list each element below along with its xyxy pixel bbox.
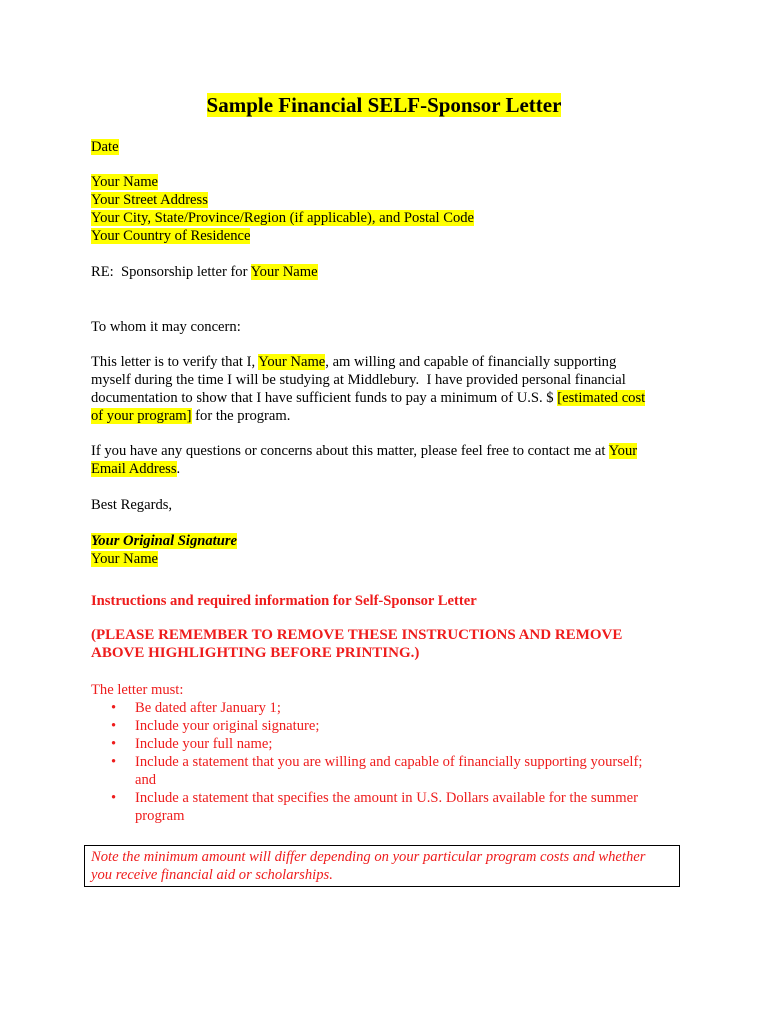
- address-line: Your City, State/Province/Region (if applicable), and Postal Code: [91, 210, 475, 226]
- address-line: Your Street Address: [91, 192, 208, 208]
- sender-address-block: [91, 173, 691, 245]
- subject-name: Your Name: [250, 264, 318, 280]
- list-item: • Include a statement that specifies the amount in U.S. Dollars available for the summer program: [111, 790, 638, 824]
- body-paragraph-1: This letter is to verify that I, Your Name, am willing and capable of financially supporting myself during the time I will be studying at Middlebury. I have provided personal financial documentation to show that I have sufficient funds to pay a minimum of U.S. $ [estimated cost of your program] for the program.: [91, 354, 646, 424]
- document-title: [0, 92, 768, 118]
- signature: Your Original Signature: [91, 533, 237, 549]
- list-item: • Include a statement that you are willing and capable of financially supporting yourself; and: [111, 754, 643, 788]
- title-text: Sample Financial SELF-Sponsor Letter: [206, 93, 562, 117]
- body-paragraph-2: If you have any questions or concerns about this matter, please feel free to contact me at Your Email Address.: [91, 443, 638, 477]
- instructions-heading: Instructions and required information for Self-Sponsor Letter: [91, 593, 477, 609]
- salutation: To whom it may concern:: [91, 319, 241, 335]
- bullet-icon: •: [111, 736, 117, 752]
- bullet-icon: •: [111, 718, 117, 734]
- requirements-intro: The letter must:: [91, 682, 184, 698]
- bullet-icon: •: [111, 754, 117, 770]
- list-item: • Include your original signature;: [111, 718, 320, 734]
- subject-line: RE: Sponsorship letter for Your Name: [91, 264, 318, 280]
- date-line: Date: [91, 139, 119, 155]
- signer-name: Your Name: [91, 551, 159, 567]
- closing: Best Regards,: [91, 497, 173, 513]
- list-item: • Be dated after January 1;: [111, 700, 281, 716]
- requirements-list: [91, 681, 691, 825]
- signature-block: [91, 532, 691, 568]
- list-item: • Include your full name;: [111, 736, 273, 752]
- bullet-icon: •: [111, 790, 117, 806]
- instructions-warning: (PLEASE REMEMBER TO REMOVE THESE INSTRUCTIONS AND REMOVE ABOVE HIGHLIGHTING BEFORE PRINTING.): [91, 627, 623, 661]
- note-box: Note the minimum amount will differ depending on your particular program costs and whether you receive financial aid or scholarships.: [84, 845, 680, 887]
- bullet-icon: •: [111, 700, 117, 716]
- address-line: Your Name: [91, 174, 159, 190]
- address-line: Your Country of Residence: [91, 228, 251, 244]
